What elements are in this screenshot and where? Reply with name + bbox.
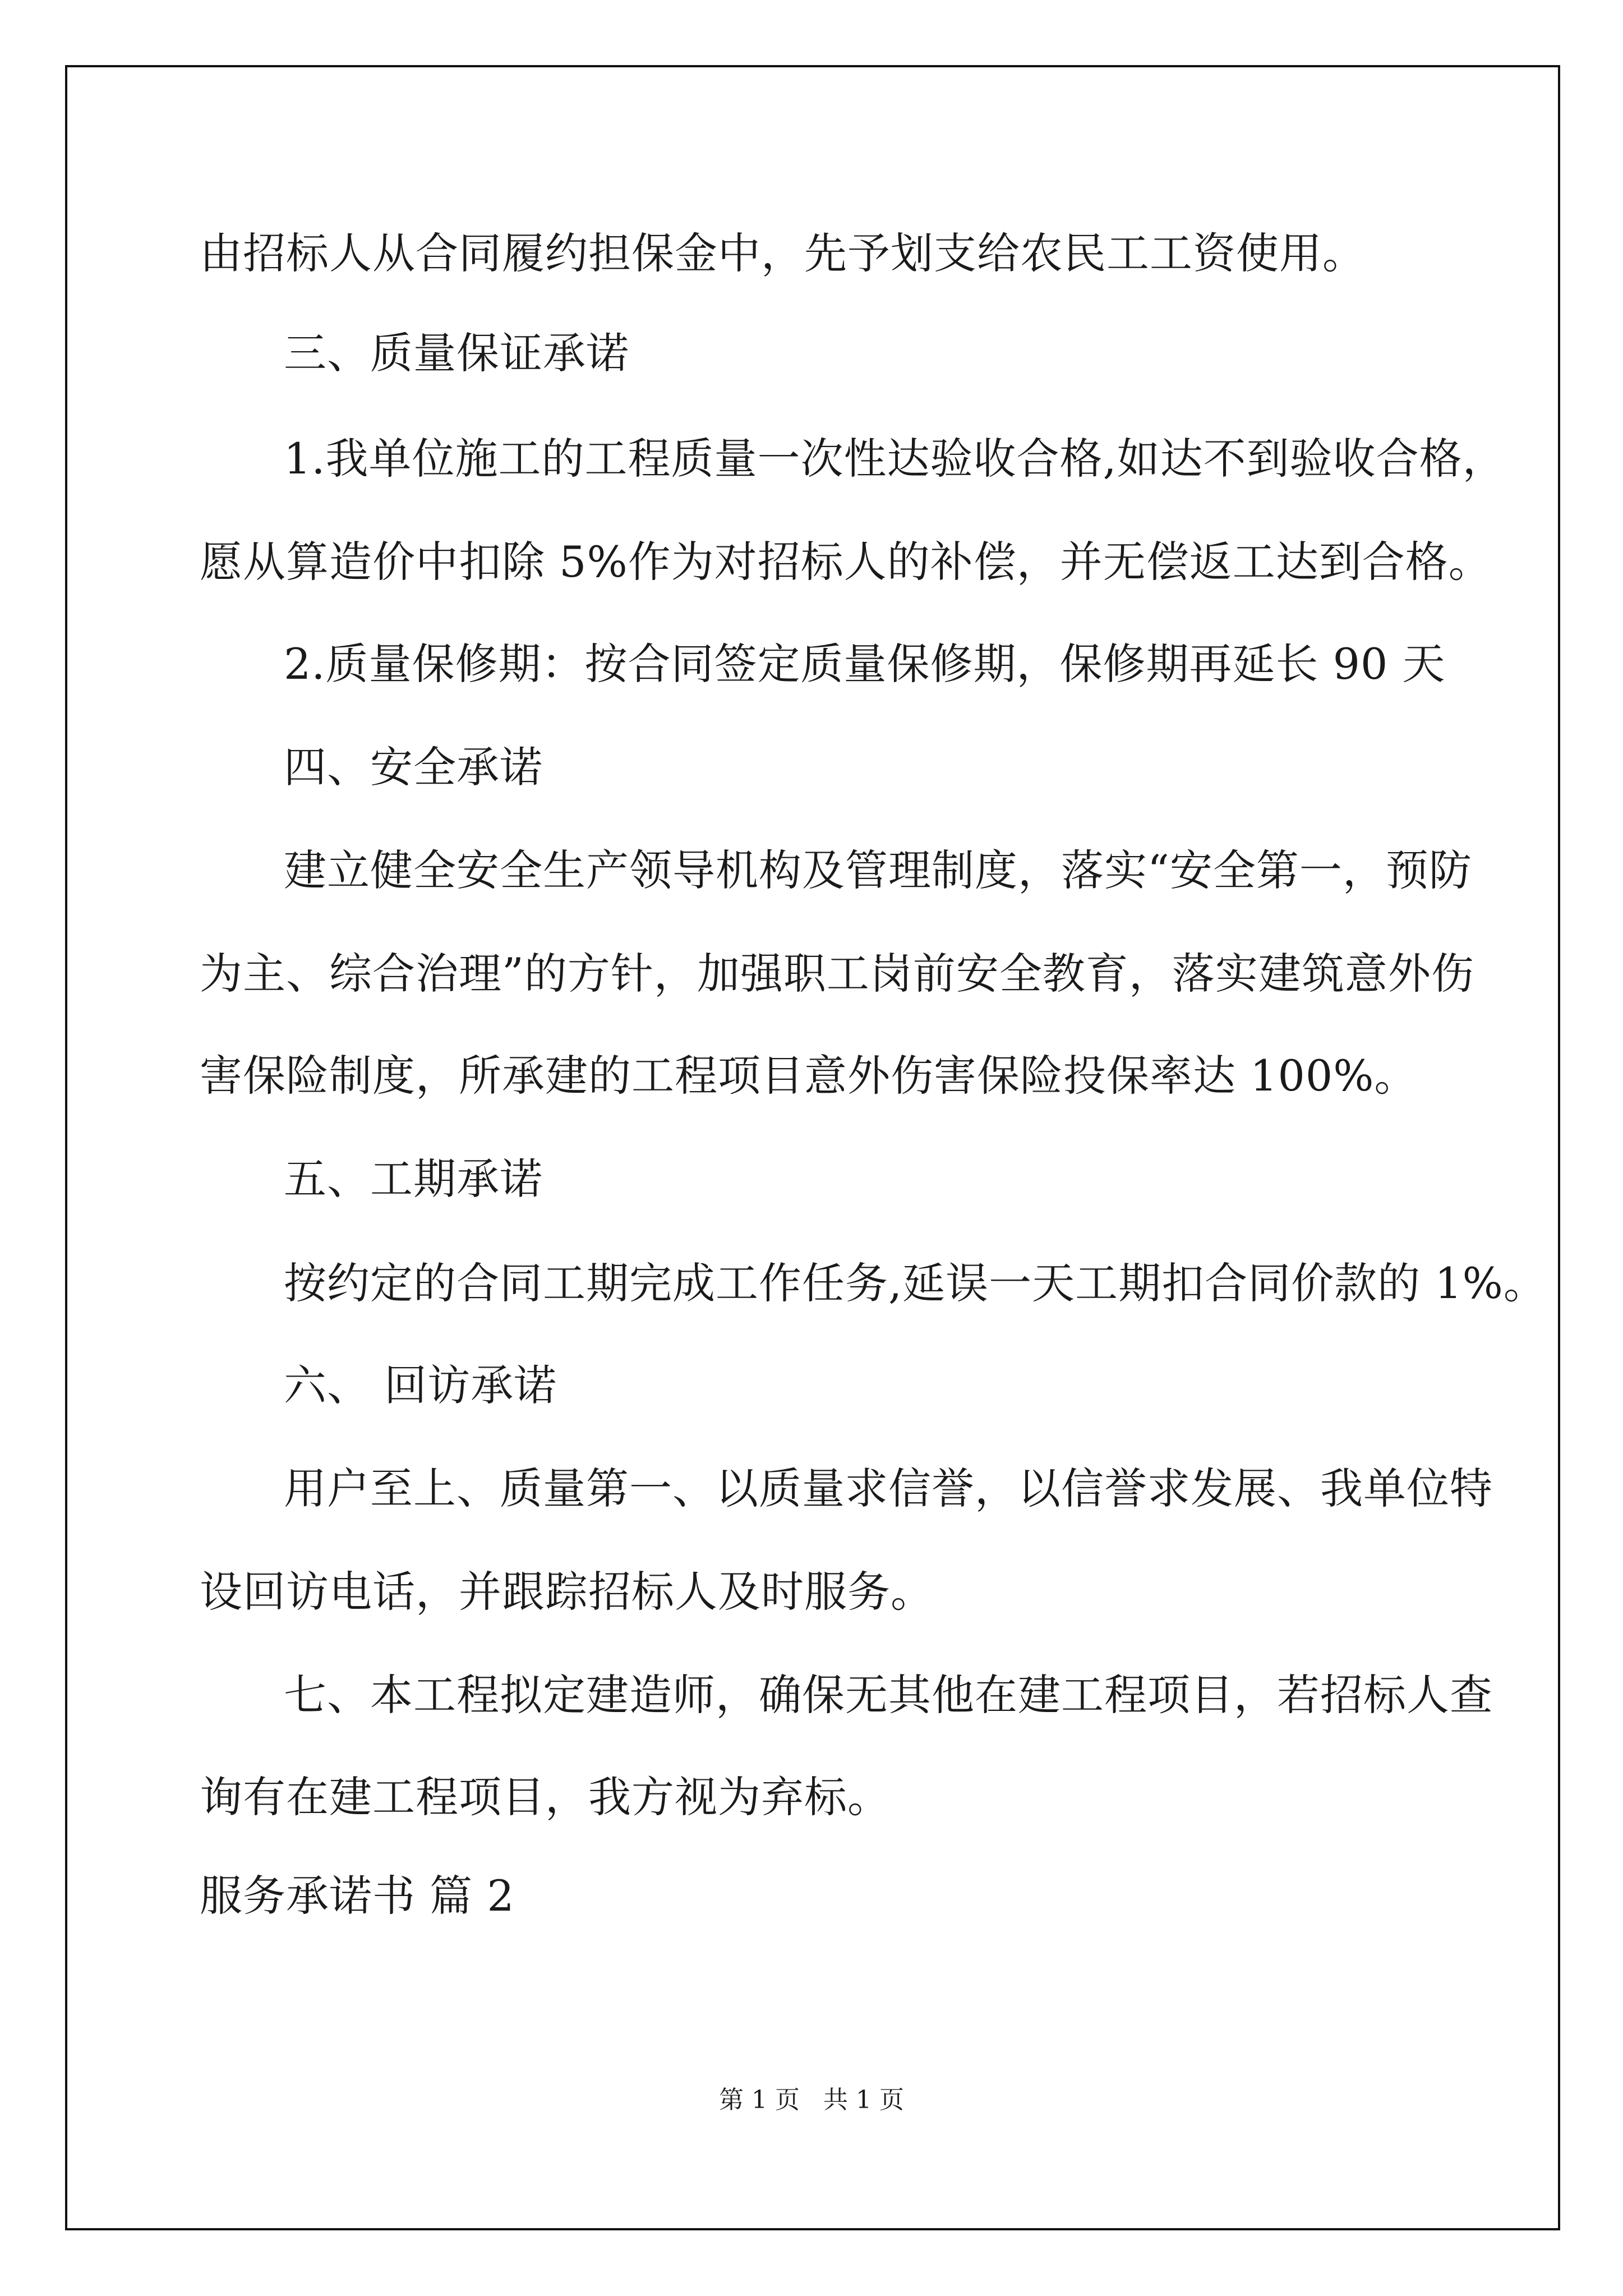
body-line-13: 用户至上、质量第一、以质量求信誉，以信誉求发展、我单位特 [284, 1464, 1493, 1513]
section-heading-quality: 三、质量保证承诺 [284, 328, 629, 378]
body-line-3: 1.我单位施工的工程质量一次性达验收合格,如达不到验收合格， [284, 434, 1506, 484]
body-line-4: 愿从算造价中扣除 5%作为对招标人的补偿，并无偿返工达到合格。 [200, 537, 1492, 587]
section-heading-safety: 四、安全承诺 [284, 742, 543, 792]
page-footer: 第 1 页 共 1 页 [719, 2086, 904, 2114]
body-line-8: 为主、综合治理”的方针，加强职工岗前安全教育，落实建筑意外伤 [200, 949, 1474, 999]
body-line-1: 由招标人从合同履约担保金中，先予划支给农民工工资使用。 [200, 228, 1366, 278]
section-heading-revisit: 六、 回访承诺 [284, 1360, 557, 1410]
body-line-14: 设回访电话，并跟踪招标人及时服务。 [200, 1567, 934, 1617]
body-line-15: 七、本工程拟定建造师，确保无其他在建工程项目，若招标人查 [284, 1670, 1493, 1720]
body-line-16: 询有在建工程项目，我方视为弃标。 [200, 1772, 891, 1822]
body-line-5: 2.质量保修期：按合同签定质量保修期，保修期再延长 90 天 [284, 639, 1446, 689]
document-subtitle: 服务承诺书 篇 2 [200, 1871, 515, 1921]
body-line-7: 建立健全安全生产领导机构及管理制度，落实“安全第一，预防 [284, 845, 1472, 895]
body-line-11: 按约定的合同工期完成工作任务,延误一天工期扣合同价款的 1%。 [284, 1258, 1547, 1308]
body-line-9: 害保险制度，所承建的工程项目意外伤害保险投保率达 100%。 [200, 1051, 1418, 1101]
section-heading-schedule: 五、工期承诺 [284, 1154, 543, 1204]
